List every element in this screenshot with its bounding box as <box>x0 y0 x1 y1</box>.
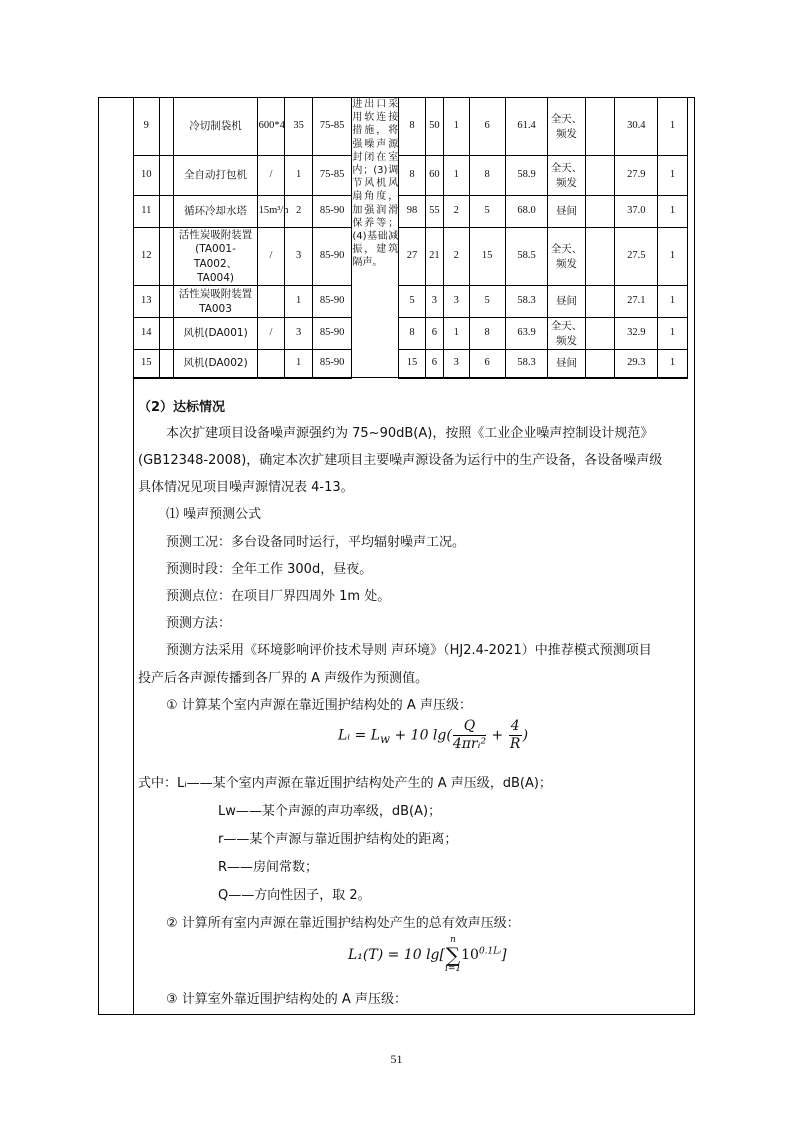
empty-cell <box>159 196 174 228</box>
paragraph-1-line-1: 本次扩建项目设备噪声源强约为 75~90dB(A)，按照《工业企业噪声控制设计规范》 <box>166 426 654 441</box>
cell-qty: 1 <box>285 350 313 378</box>
cell-value: 58.3 <box>505 350 548 378</box>
where-R: R——房间常数； <box>218 860 319 875</box>
cell-d3: 2 <box>443 196 469 228</box>
empty-cell <box>159 156 174 196</box>
cell-value: 58.5 <box>505 228 548 286</box>
cell-d1: 8 <box>399 156 426 196</box>
formula2-lhs: L₁(T) = 10 lg[ <box>348 947 445 963</box>
cell-d2: 55 <box>425 196 443 228</box>
formula2-term: 10 <box>461 947 479 963</box>
where-li: 式中：Lᵢ——某个室内声源在靠近围护结构处产生的 A 声压级，dB(A)； <box>138 776 552 791</box>
where-lw: Lw——某个声源的声功率级，dB(A)； <box>218 804 442 819</box>
cell-name: 风机(DA002) <box>174 350 257 378</box>
cell-no: 9 <box>134 98 160 156</box>
empty-cell <box>585 318 615 350</box>
cell-level: 85-90 <box>312 318 351 350</box>
formula1-num2: 4 <box>510 718 520 734</box>
cell-d1: 27 <box>399 228 426 286</box>
cell-value: 63.9 <box>505 318 548 350</box>
cell-qty: 3 <box>285 228 313 286</box>
method-line-2: 投产后各声源传播到各厂界的 A 声级作为预测值。 <box>138 671 429 686</box>
cell-spec <box>257 350 285 378</box>
cell-last: 1 <box>658 228 688 286</box>
cell-no: 14 <box>134 318 160 350</box>
cell-no: 11 <box>134 196 160 228</box>
cell-d1: 8 <box>399 98 426 156</box>
formula2-exponent: 0.1Lᵢ <box>478 946 502 957</box>
cell-d3: 3 <box>443 350 469 378</box>
cell-level: 85-90 <box>312 350 351 378</box>
cell-d3: 1 <box>443 98 469 156</box>
formula1-lhs: Lᵢ = L <box>338 727 381 744</box>
cell-d3: 2 <box>443 228 469 286</box>
cell-d2: 6 <box>425 318 443 350</box>
formula1-close: ) <box>522 727 529 744</box>
sub-heading: ⑴ 噪声预测公式 <box>166 507 262 522</box>
table-row <box>134 286 688 318</box>
cell-d4: 6 <box>469 98 505 156</box>
cell-no: 15 <box>134 350 160 378</box>
cell-name: 全自动打包机 <box>174 156 257 196</box>
empty-cell <box>159 98 174 156</box>
empty-cell <box>159 286 174 318</box>
cell-level: 85-90 <box>312 196 351 228</box>
formula-total-level <box>348 936 507 974</box>
cell-d1: 15 <box>399 350 426 378</box>
cell-last: 1 <box>658 318 688 350</box>
empty-cell <box>585 156 615 196</box>
paragraph-1-line-2: (GB12348-2008)，确定本次扩建项目主要噪声源设备为运行中的生产设备，各设备噪声级 <box>138 453 663 468</box>
prediction-method-label: 预测方法： <box>166 616 232 631</box>
cell-period: 全天、频发 <box>548 156 585 196</box>
formula1-den2: R <box>509 735 521 752</box>
cell-period: 昼间 <box>548 286 585 318</box>
cell-qty: 2 <box>285 196 313 228</box>
cell-level: 75-85 <box>312 98 351 156</box>
cell-period: 全天、频发 <box>548 98 585 156</box>
cell-last: 1 <box>658 98 688 156</box>
cell-d4: 6 <box>469 350 505 378</box>
cell-d4: 8 <box>469 156 505 196</box>
table-row <box>134 196 688 228</box>
table-row <box>134 156 688 196</box>
cell-d4: 5 <box>469 196 505 228</box>
prediction-points: 预测点位：在项目厂界四周外 1m 处。 <box>166 589 391 604</box>
formula1-lhs-sub: w <box>380 732 391 747</box>
cell-d3: 3 <box>443 286 469 318</box>
formula1-fraction-2 <box>509 718 522 753</box>
table-row <box>134 98 688 156</box>
cell-spec: 15m³/h <box>257 196 285 228</box>
page-number: 51 <box>390 1052 403 1066</box>
summation-operator <box>445 936 461 974</box>
cell-result: 27.9 <box>615 156 658 196</box>
empty-cell <box>585 196 615 228</box>
step-2: ② 计算所有室内声源在靠近围护结构处产生的总有效声压级： <box>166 916 520 931</box>
cell-d4: 8 <box>469 318 505 350</box>
where-r: r——某个声源与靠近围护结构处的距离； <box>218 832 458 847</box>
sum-upper: n <box>450 935 456 945</box>
empty-cell <box>159 350 174 378</box>
paragraph-1-line-3: 具体情况见项目噪声源情况表 4-13。 <box>138 480 354 495</box>
cell-value: 58.9 <box>505 156 548 196</box>
cell-result: 27.5 <box>615 228 658 286</box>
cell-spec: / <box>257 228 285 286</box>
cell-d2: 21 <box>425 228 443 286</box>
cell-period: 全天、频发 <box>548 318 585 350</box>
cell-period: 昼间 <box>548 350 585 378</box>
cell-qty: 1 <box>285 156 313 196</box>
cell-last: 1 <box>658 350 688 378</box>
formula-indoor-level <box>338 718 528 753</box>
formula1-mid: + 10 lg( <box>390 727 452 744</box>
cell-name: 活性炭吸附装置(TA001-TA002、TA004) <box>174 228 257 286</box>
cell-last: 1 <box>658 286 688 318</box>
cell-result: 37.0 <box>615 196 658 228</box>
cell-spec: / <box>257 156 285 196</box>
cell-d3: 1 <box>443 318 469 350</box>
cell-d4: 15 <box>469 228 505 286</box>
cell-period: 全天、频发 <box>548 228 585 286</box>
formula1-fraction-1 <box>453 718 486 753</box>
noise-source-table <box>133 97 688 379</box>
cell-level: 75-85 <box>312 156 351 196</box>
cell-result: 27.1 <box>615 286 658 318</box>
where-Q: Q——方向性因子，取 2。 <box>218 888 371 903</box>
cell-level: 85-90 <box>312 228 351 286</box>
cell-d2: 60 <box>425 156 443 196</box>
cell-period: 昼间 <box>548 196 585 228</box>
cell-d4: 5 <box>469 286 505 318</box>
empty-cell <box>585 350 615 378</box>
cell-last: 1 <box>658 156 688 196</box>
cell-qty: 3 <box>285 318 313 350</box>
cell-d1: 8 <box>399 318 426 350</box>
cell-result: 32.9 <box>615 318 658 350</box>
cell-d2: 6 <box>425 350 443 378</box>
cell-no: 13 <box>134 286 160 318</box>
cell-d3: 1 <box>443 156 469 196</box>
cell-value: 68.0 <box>505 196 548 228</box>
cell-name: 冷切制袋机 <box>174 98 257 156</box>
cell-result: 29.3 <box>615 350 658 378</box>
cell-result: 30.4 <box>615 98 658 156</box>
cell-spec <box>257 286 285 318</box>
cell-name: 风机(DA001) <box>174 318 257 350</box>
cell-d2: 3 <box>425 286 443 318</box>
empty-cell <box>159 318 174 350</box>
sum-sigma: ∑ <box>445 943 461 967</box>
cell-spec: 600*4 <box>257 98 285 156</box>
formula2-close: ] <box>501 947 507 963</box>
empty-cell <box>585 228 615 286</box>
noise-control-measures: 进出口采用软连接措施，将强噪声源封闭在室内；(3)调节风机风扇角度，加强润滑保养等；(4)基础减振，建筑隔声。 <box>352 98 399 378</box>
section-heading: （2）达标情况 <box>138 400 226 415</box>
cell-d1: 98 <box>399 196 426 228</box>
cell-value: 61.4 <box>505 98 548 156</box>
prediction-condition: 预测工况：多台设备同时运行，平均辐射噪声工况。 <box>166 535 466 550</box>
cell-value: 58.3 <box>505 286 548 318</box>
cell-last: 1 <box>658 196 688 228</box>
empty-cell <box>585 286 615 318</box>
empty-cell <box>159 228 174 286</box>
sum-lower: i=1 <box>444 964 462 974</box>
cell-d2: 50 <box>425 98 443 156</box>
formula1-plus: + <box>487 727 508 744</box>
step-1: ① 计算某个室内声源在靠近围护结构处的 A 声压级： <box>166 698 472 713</box>
table-row <box>134 228 688 286</box>
cell-qty: 1 <box>285 286 313 318</box>
cell-name: 循环冷却水塔 <box>174 196 257 228</box>
step-3: ③ 计算室外靠近围护结构处的 A 声压级： <box>166 992 407 1007</box>
method-line-1: 预测方法采用《环境影响评价技术导则 声环境》（HJ2.4-2021）中推荐模式预测项目 <box>166 643 652 658</box>
cell-no: 10 <box>134 156 160 196</box>
formula1-den1: 4πrᵢ² <box>452 735 487 752</box>
cell-level: 85-90 <box>312 286 351 318</box>
cell-qty: 35 <box>285 98 313 156</box>
formula1-num1: Q <box>453 718 486 736</box>
cell-no: 12 <box>134 228 160 286</box>
table-row <box>134 350 688 378</box>
table-row <box>134 318 688 350</box>
empty-cell <box>585 98 615 156</box>
cell-name: 活性炭吸附装置 TA003 <box>174 286 257 318</box>
cell-spec: / <box>257 318 285 350</box>
prediction-period: 预测时段：全年工作 300d，昼夜。 <box>166 562 373 577</box>
cell-d1: 5 <box>399 286 426 318</box>
